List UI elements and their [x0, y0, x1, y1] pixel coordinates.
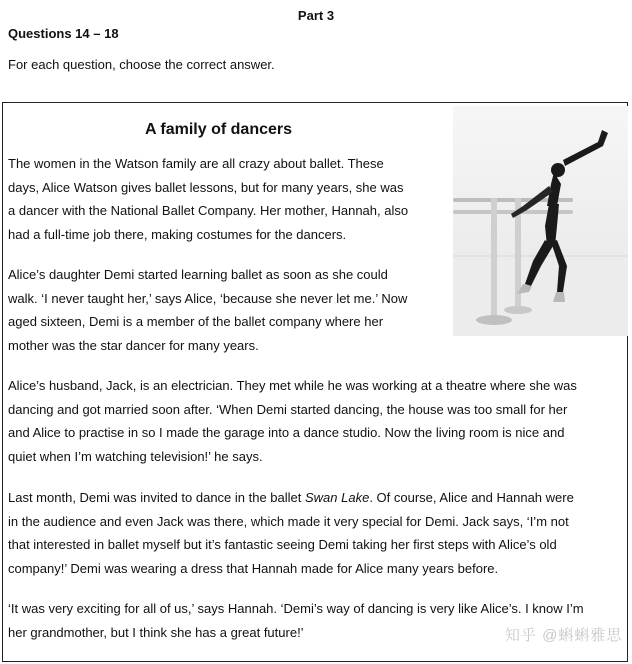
text-line: her grandmother, but I think she has a great future!’: [8, 624, 304, 640]
ballet-title: Swan Lake: [305, 490, 370, 505]
text-line: Alice’s husband, Jack, is an electrician. They met while he was working at a theatre where she was: [8, 378, 577, 393]
text-line: in the audience and even Jack was there, which made it very special for Demi. Jack says, ‘I’m not: [8, 513, 569, 529]
text-line: mother was the star dancer for many years.: [8, 337, 259, 353]
text-line: a dancer with the National Ballet Company. Her mother, Hannah, also: [8, 203, 409, 218]
text-line: [8, 486, 624, 510]
questions-heading: Questions 14 – 18: [8, 26, 119, 41]
paragraph-3: [8, 374, 624, 468]
text-line: company!’ Demi was wearing a dress that Hannah made for Alice many years before.: [8, 560, 499, 576]
text-line: had a full-time job there, making costumes for the dancers.: [8, 226, 347, 242]
text-line: dancing and got married soon after. ‘When Demi started dancing, the house was too small for her: [8, 401, 568, 417]
paragraph-2: [8, 263, 440, 357]
instruction-text: For each question, choose the correct answer.: [8, 57, 275, 72]
text-line: The women in the Watson family are all crazy about ballet. These: [8, 156, 384, 171]
text-span: . Of course, Alice and Hannah were: [369, 490, 574, 505]
text-line: and Alice to practise in so I made the garage into a dance studio. Now the living room is nice and: [8, 425, 565, 440]
text-line: Alice’s daughter Demi started learning ballet as soon as she could: [8, 267, 388, 282]
part-heading: Part 3: [297, 8, 335, 23]
ballet-dancer-photo: [453, 106, 628, 336]
watermark-text: 知乎 @蝌蝌雅思: [505, 627, 623, 644]
text-line: that interested in ballet myself but it’s fantastic seeing Demi taking her first steps with Alice’s old: [8, 537, 557, 552]
paragraph-4: [8, 486, 624, 580]
article-title: A family of dancers: [145, 121, 293, 138]
paragraph-1: [8, 152, 440, 246]
text-line: quiet when I’m watching television!’ he says.: [8, 448, 263, 464]
text-line: days, Alice Watson gives ballet lessons, but for many years, she was: [8, 179, 404, 195]
text-span: Last month, Demi was invited to dance in the ballet: [8, 490, 305, 505]
text-line: walk. ‘I never taught her,’ says Alice, ‘because she never let me.’ Now: [8, 290, 408, 306]
text-line: aged sixteen, Demi is a member of the ballet company where her: [8, 314, 384, 329]
text-line: ‘It was very exciting for all of us,’ says Hannah. ‘Demi’s way of dancing is very like Alice’s. I know I’m: [8, 601, 584, 616]
